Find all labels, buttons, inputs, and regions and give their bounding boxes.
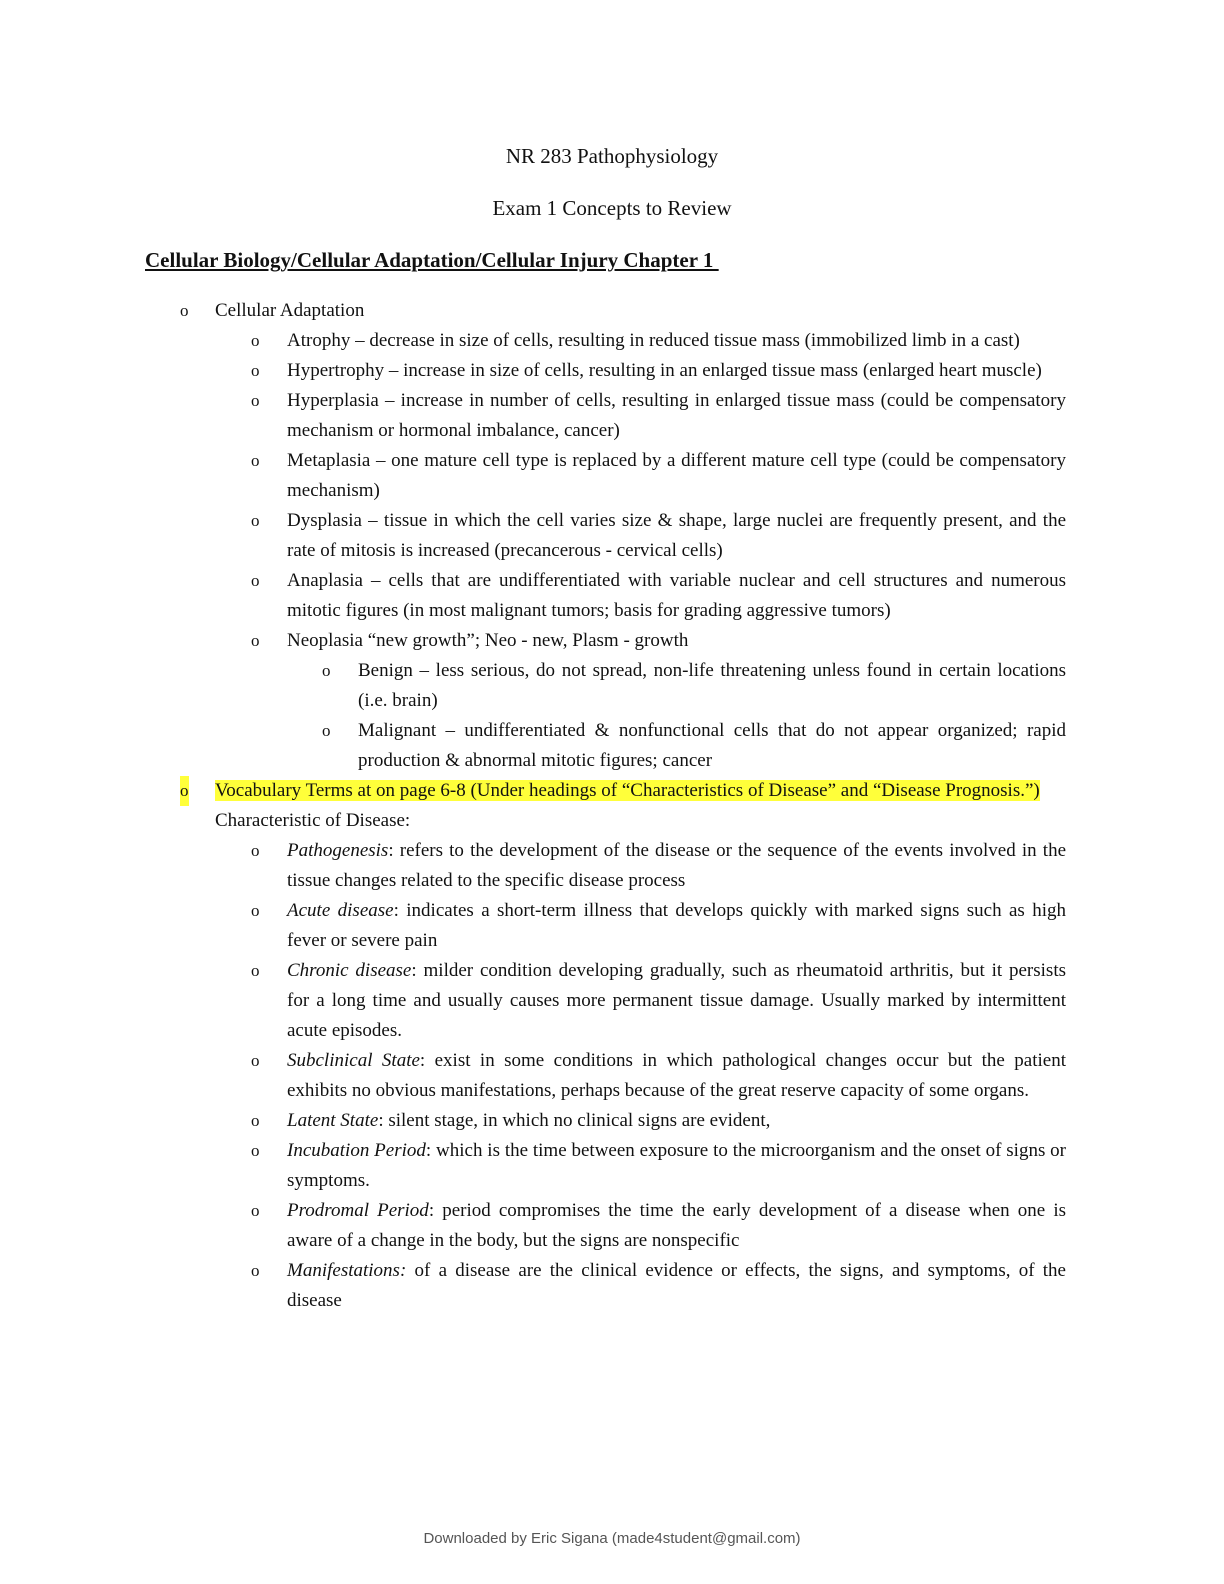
term-name: Subclinical State <box>287 1050 420 1071</box>
list-item-text: Metaplasia – one mature cell type is replaced by a different mature cell type (could be compensatory mechanism) <box>287 450 1066 501</box>
term-name: Latent State <box>287 1110 379 1131</box>
term-chronic-disease <box>0 956 1224 1046</box>
list-item-text: Neoplasia “new growth”; Neo - new, Plasm - growth <box>287 630 689 651</box>
document-title: NR 283 Pathophysiology <box>505 144 719 168</box>
bullet-icon: o <box>251 571 260 590</box>
term-definition: : milder condition developing gradually, such as rheumatoid arthritis, but it persists for a long time and usually causes more permanent tissue damage. Usually marked by intermittent acute episodes. <box>287 960 1067 1041</box>
term-text <box>287 1046 1066 1106</box>
list-item-text: Benign – less serious, do not spread, non-life threatening unless found in certain locations (i.e. brain) <box>358 660 1066 711</box>
term-definition: : which is the time between exposure to the microorganism and the onset of signs or symptoms. <box>287 1140 1067 1191</box>
term-text <box>287 1256 1066 1316</box>
list-item-cellular-adaptation <box>0 296 1224 326</box>
term-definition: : silent stage, in which no clinical signs are evident, <box>378 1110 771 1131</box>
term-name: Prodromal Period <box>287 1200 429 1221</box>
list-item-dysplasia <box>0 506 1224 566</box>
bullet-icon: o <box>251 331 260 350</box>
term-pathogenesis <box>0 836 1224 896</box>
list-item-atrophy <box>0 326 1224 356</box>
document-body <box>0 296 1224 1316</box>
bullet-icon: o <box>251 1111 260 1130</box>
list-item-vocabulary <box>0 776 1224 806</box>
list-item-hyperplasia <box>0 386 1224 446</box>
term-text <box>287 836 1066 896</box>
list-item-metaplasia <box>0 446 1224 506</box>
term-definition: : refers to the development of the disease or the sequence of the events involved in the tissue changes related to the specific disease process <box>287 840 1066 891</box>
term-text <box>287 896 1066 956</box>
term-definition: : period compromises the time the early development of a disease when one is aware of a change in the body, but the signs are nonspecific <box>287 1200 1067 1251</box>
term-definition: : indicates a short-term illness that develops quickly with marked signs such as high fever or severe pain <box>287 900 1067 951</box>
term-text <box>287 1136 1066 1196</box>
bullet-icon: o <box>180 301 189 320</box>
term-acute-disease <box>0 896 1224 956</box>
term-incubation-period <box>0 1136 1224 1196</box>
bullet-icon: o <box>251 1141 260 1160</box>
term-name: Manifestations: <box>287 1260 407 1281</box>
bullet-icon: o <box>251 631 260 650</box>
download-footer: Downloaded by Eric Sigana (made4student@gmail.com) <box>423 1530 801 1547</box>
list-item-text: Anaplasia – cells that are undifferentiated with variable nuclear and cell structures and numerous mitotic figures (in most malignant tumors; basis for grading aggressive tumors) <box>287 570 1066 621</box>
term-definition: : exist in some conditions in which pathological changes occur but the patient exhibits no obvious manifestations, perhaps because of the great reserve capacity of some organs. <box>287 1050 1066 1101</box>
bullet-icon: o <box>251 1051 260 1070</box>
bullet-icon: o <box>251 1261 260 1280</box>
term-text <box>287 956 1066 1046</box>
list-item-anaplasia <box>0 566 1224 626</box>
bullet-icon: o <box>251 511 260 530</box>
bullet-icon: o <box>251 361 260 380</box>
bullet-icon: o <box>251 1201 260 1220</box>
list-item-text <box>215 776 1066 806</box>
term-text <box>287 1196 1066 1256</box>
term-text <box>287 1106 1066 1136</box>
highlighted-text: Vocabulary Terms at on page 6-8 (Under headings of “Characteristics of Disease” and “Disease Prognosis.”) <box>215 780 1040 801</box>
list-item-label: Cellular Adaptation <box>215 300 365 321</box>
section-heading: Cellular Biology/Cellular Adaptation/Cellular Injury Chapter 1 <box>145 248 719 272</box>
term-definition: of a disease are the clinical evidence or effects, the signs, and symptoms, of the disease <box>287 1260 1066 1311</box>
list-item-benign <box>0 656 1224 716</box>
bullet-icon: o <box>251 961 260 980</box>
list-item-text: Dysplasia – tissue in which the cell varies size & shape, large nuclei are frequently present, and the rate of mitosis is increased (precancerous - cervical cells) <box>287 510 1066 561</box>
bullet-icon: o <box>251 901 260 920</box>
bullet-icon: o <box>180 776 189 806</box>
bullet-icon: o <box>251 391 260 410</box>
bullet-icon: o <box>251 841 260 860</box>
term-prodromal-period <box>0 1196 1224 1256</box>
list-item-text: Atrophy – decrease in size of cells, resulting in reduced tissue mass (immobilized limb in a cast) <box>287 330 1020 351</box>
term-manifestations <box>0 1256 1224 1316</box>
term-name: Pathogenesis <box>287 840 389 861</box>
bullet-icon: o <box>322 721 331 740</box>
document-subtitle: Exam 1 Concepts to Review <box>492 196 732 220</box>
bullet-icon: o <box>322 661 331 680</box>
list-item-text: Hyperplasia – increase in number of cells, resulting in enlarged tissue mass (could be compensatory mechanism or hormonal imbalance, cancer) <box>287 390 1066 441</box>
list-item-neoplasia <box>0 626 1224 656</box>
list-item-hypertrophy <box>0 356 1224 386</box>
term-name: Incubation Period <box>287 1140 426 1161</box>
list-item-malignant <box>0 716 1224 776</box>
bullet-icon: o <box>251 451 260 470</box>
term-subclinical-state <box>0 1046 1224 1106</box>
term-latent-state <box>0 1106 1224 1136</box>
list-item-text: Malignant – undifferentiated & nonfunctional cells that do not appear organized; rapid production & abnormal mitotic figures; cancer <box>358 720 1066 771</box>
term-name: Acute disease <box>287 900 394 921</box>
subheading-characteristic-of-disease: Characteristic of Disease: <box>215 810 411 831</box>
list-item-text: Hypertrophy – increase in size of cells, resulting in an enlarged tissue mass (enlarged heart muscle) <box>287 360 1042 381</box>
term-name: Chronic disease <box>287 960 412 981</box>
